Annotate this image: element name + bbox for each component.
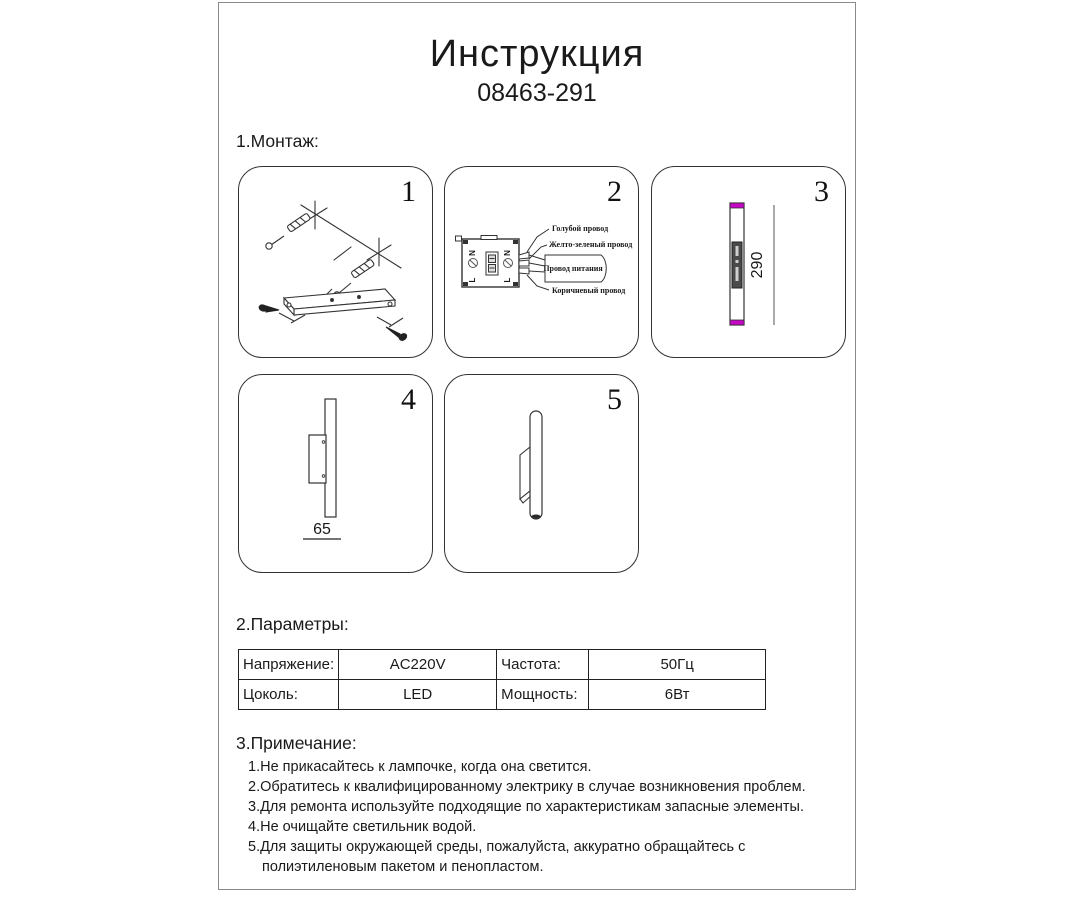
montage-step-4-panel <box>238 374 433 573</box>
montage-step-3-panel <box>651 166 846 358</box>
note-item-1: 1.Не прикасайтесь к лампочке, когда она светится. <box>248 759 592 775</box>
wire-label-brown: Коричневый провод <box>552 286 626 295</box>
note-item-5: 5.Для защиты окружающей среды, пожалуйста, аккуратно обращайтесь с полиэтиленовым пакетом и пенопластом. <box>248 839 746 875</box>
step-number: 3 <box>814 175 829 208</box>
terminal-l-right: L <box>503 277 512 283</box>
wire-label-yellow-green: Желто-зеленый провод <box>549 240 633 249</box>
note-item-4: 4.Не очищайте светильник водой. <box>248 819 477 835</box>
terminal-n-right: N <box>503 250 512 256</box>
mounting-bracket-icon <box>279 289 403 327</box>
section-heading-notes: 3.Примечание: <box>236 733 357 753</box>
model-number: 08463-291 <box>477 79 597 107</box>
param-label-voltage: Напряжение: <box>239 650 339 680</box>
step-number: 1 <box>401 175 416 208</box>
montage-step-2-panel <box>444 166 639 358</box>
lamp-bar-icon <box>730 203 744 325</box>
terminal-l-left: L <box>468 277 477 283</box>
param-value-power: 6Вт <box>589 680 766 710</box>
instruction-page <box>218 2 856 890</box>
section-heading-montage: 1.Монтаж: <box>236 131 319 151</box>
param-label-power: Мощность: <box>497 680 589 710</box>
wire-label-power: Провод питания <box>543 264 603 273</box>
param-value-socket: LED <box>339 680 497 710</box>
montage-step-1-panel <box>238 166 433 358</box>
step-number: 5 <box>607 383 622 416</box>
notes-list <box>248 757 818 877</box>
lamp-side-view-icon <box>309 399 336 517</box>
terminal-n-left: N <box>468 250 477 256</box>
table-row <box>239 650 766 680</box>
section-heading-params: 2.Параметры: <box>236 614 349 634</box>
param-label-frequency: Частота: <box>497 650 589 680</box>
note-item-2: 2.Обратитесь к квалифицированному электрику в случае возникновения проблем. <box>248 779 806 795</box>
param-value-frequency: 50Гц <box>589 650 766 680</box>
wire-label-blue: Голубой провод <box>552 224 609 233</box>
lamp-tube-icon <box>530 411 542 519</box>
parameters-table <box>238 649 766 710</box>
dimension-290: 290 <box>749 251 766 279</box>
dimension-65: 65 <box>313 521 331 538</box>
wall-plug-1-icon <box>266 213 311 249</box>
param-label-socket: Цоколь: <box>239 680 339 710</box>
note-item-3: 3.Для ремонта используйте подходящие по характеристикам запасные элементы. <box>248 799 804 815</box>
montage-step-5-panel <box>444 374 639 573</box>
param-value-voltage: AC220V <box>339 650 497 680</box>
step-number: 4 <box>401 383 416 416</box>
step-number: 2 <box>607 175 622 208</box>
page-title: Инструкция <box>429 33 645 75</box>
table-row <box>239 680 766 710</box>
